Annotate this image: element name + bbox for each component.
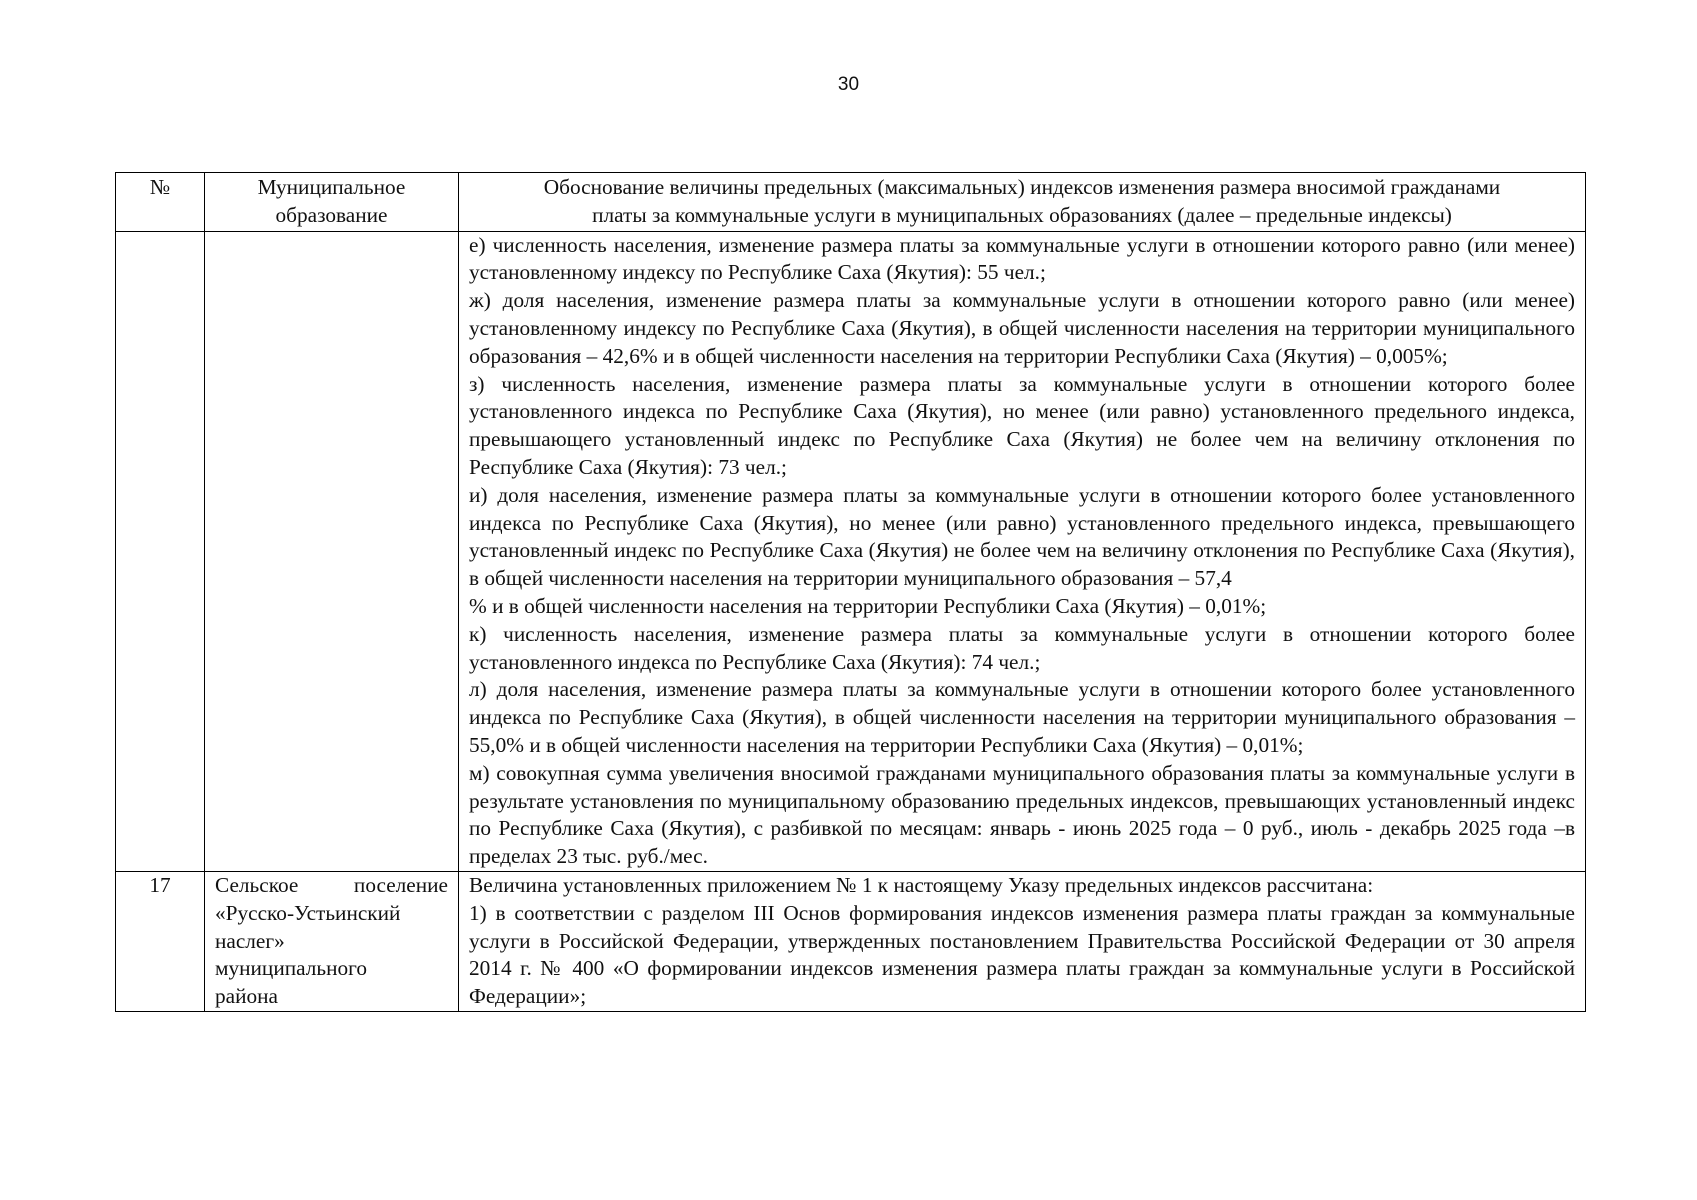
justification-paragraph: к) численность населения, изменение размера платы за коммунальные услуги в отношении которого более установленного индекса по Республике Саха (Якутия): 74 чел.; <box>469 621 1575 674</box>
justification-paragraph: 1) в соответствии с разделом III Основ формирования индексов изменения размера платы граждан за коммунальные услуги в Российской Федерации, утвержденных постановлением Правительства Российской Федерации от 30 апреля 2014 г. № 400 «О формировании индексов изменения размера платы граждан за коммунальные услуги в Российской Федерации»; <box>469 900 1575 1009</box>
municipality-line: района <box>215 984 278 1009</box>
table-header-row <box>116 173 1586 232</box>
row-justification <box>459 871 1586 1011</box>
justification-paragraph: л) доля населения, изменение размера платы за коммунальные услуги в отношении которого более установленного индекса по Республике Саха (Якутия), в общей численности населения на территории муниципального образования – 55,0% и в общей численности населения на территории Республики Саха (Якутия) – 0,01%; <box>469 677 1575 757</box>
justification-paragraph: и) доля населения, изменение размера платы за коммунальные услуги в отношении которого более установленного индекса по Республике Саха (Якутия), но менее (или равно) установленного предельного индекса, превышающего установленный индекс по Республике Саха (Якутия) не более чем на величину отклонения по Республике Саха (Якутия), в общей численности населения на территории муниципального образования – 57,4 <box>469 482 1575 591</box>
header-justification <box>459 173 1586 232</box>
limit-indices-table <box>115 172 1586 1012</box>
row-number: 17 <box>116 871 205 1011</box>
row-number <box>116 231 205 871</box>
header-justification-line: Обоснование величины предельных (максимальных) индексов изменения размера вносимой гражданами <box>543 175 1501 199</box>
table-row <box>116 871 1586 1011</box>
header-municipality-line: Муниципальное <box>257 175 406 199</box>
table-row <box>116 231 1586 871</box>
municipality-line: наслег» <box>215 928 285 953</box>
header-municipality-line: образование <box>275 202 388 227</box>
page-number: 30 <box>837 74 860 95</box>
justification-paragraph: ж) доля населения, изменение размера платы за коммунальные услуги в отношении которого равно (или менее) установленному индексу по Республике Саха (Якутия), в общей численности населения на территории муниципального образования – 42,6% и в общей численности населения на территории Республики Саха (Якутия) – 0,005%; <box>469 288 1575 368</box>
row-municipality <box>205 231 459 871</box>
justification-paragraph: % и в общей численности населения на территории Республики Саха (Якутия) – 0,01%; <box>469 593 1267 618</box>
header-justification-line: платы за коммунальные услуги в муниципальных образованиях (далее – предельные индексы) <box>592 202 1452 227</box>
municipality-line: Сельское поселение <box>215 872 448 897</box>
row-municipality <box>205 871 459 1011</box>
justification-paragraph: з) численность населения, изменение размера платы за коммунальные услуги в отношении которого более установленного индекса по Республике Саха (Якутия), но менее (или равно) установленного предельного индекса, превышающего установленный индекс по Республике Саха (Якутия) не более чем на величину отклонения по Республике Саха (Якутия): 73 чел.; <box>469 371 1575 479</box>
municipality-line: «Русско-Устьинский <box>215 900 401 925</box>
header-municipality <box>205 173 459 232</box>
justification-paragraph: Величина установленных приложением № 1 к настоящему Указу предельных индексов рассчитана: <box>469 872 1374 897</box>
justification-paragraph: м) совокупная сумма увеличения вносимой гражданами муниципального образования платы за коммунальные услуги в результате установления по муниципальному образованию предельных индексов, превышающих установленный индекс по Республике Саха (Якутия), с разбивкой по месяцам: январь - июнь 2025 года – 0 руб., июль - декабрь 2025 года –в пределах 23 тыс. руб./мес. <box>469 760 1575 869</box>
justification-paragraph: е) численность населения, изменение размера платы за коммунальные услуги в отношении которого равно (или менее) установленному индексу по Республике Саха (Якутия): 55 чел.; <box>469 232 1575 285</box>
header-number: № <box>116 173 205 232</box>
municipality-line: муниципального <box>215 956 367 981</box>
row-justification <box>459 231 1586 871</box>
